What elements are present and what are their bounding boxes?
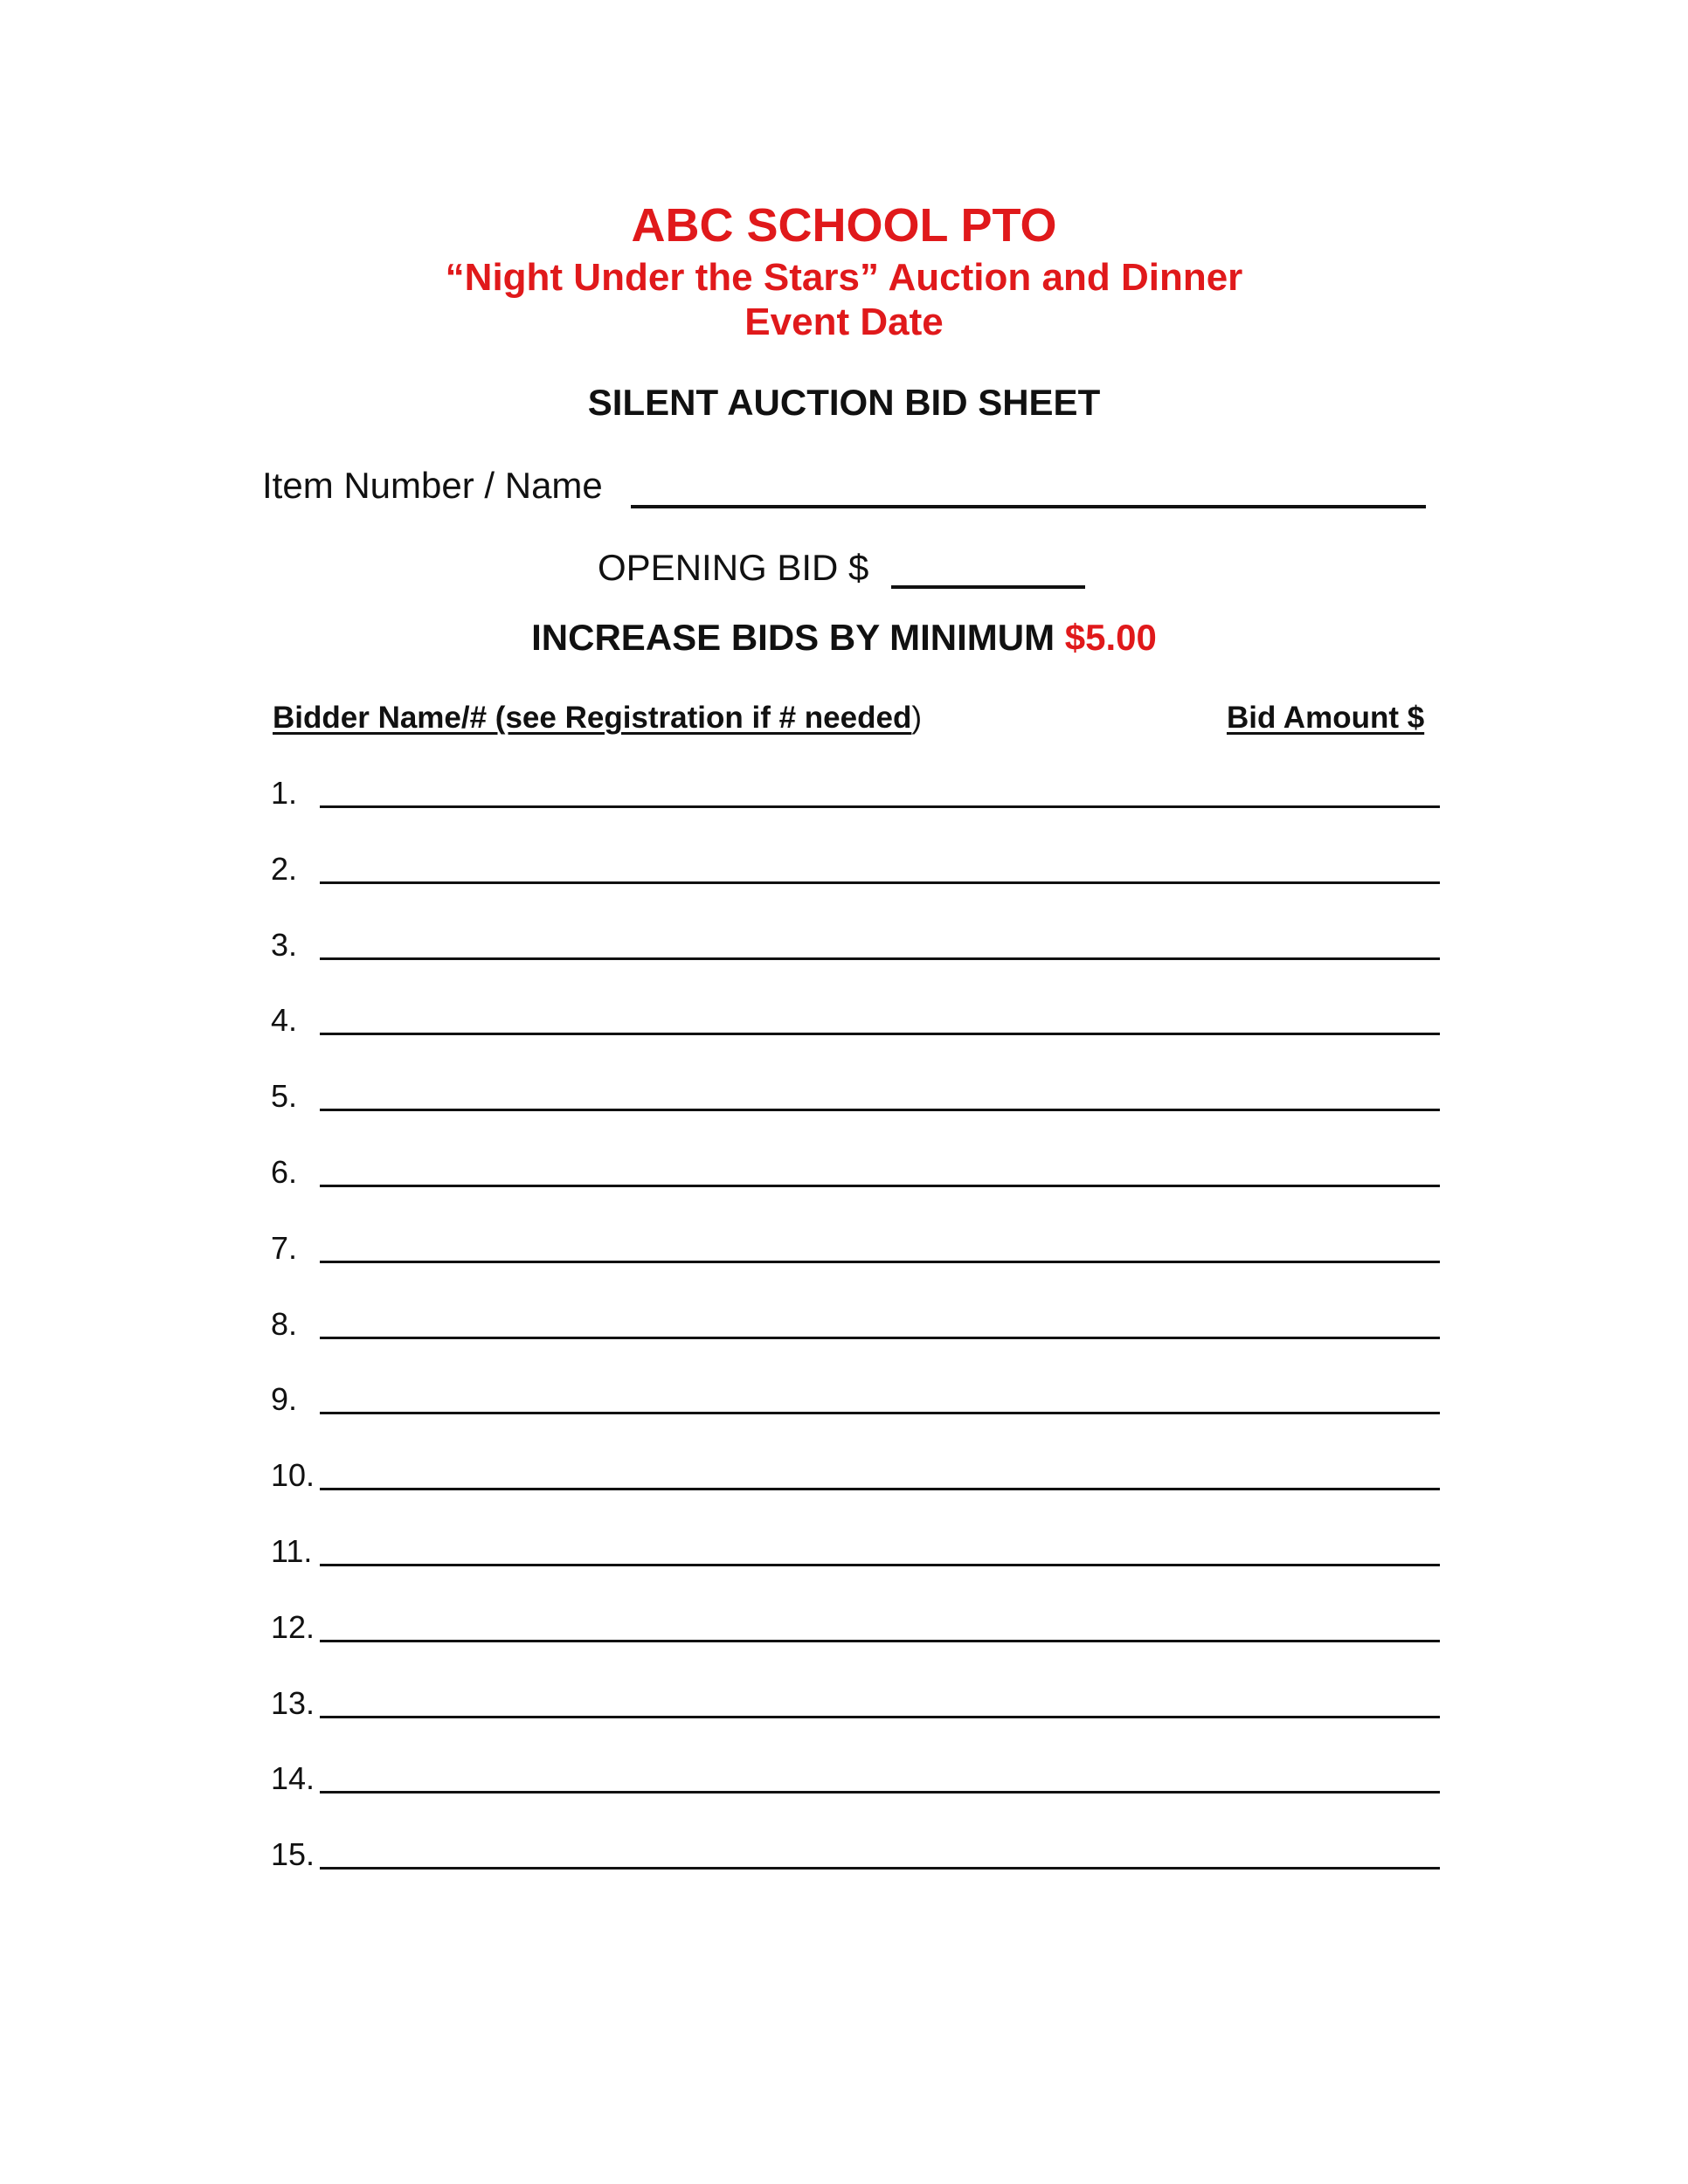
opening-bid-field xyxy=(598,543,1087,592)
bid-row-number: 3. xyxy=(271,926,298,963)
bid-row xyxy=(271,1754,1440,1830)
bid-entry-line[interactable] xyxy=(320,1185,1440,1187)
bid-entry-line[interactable] xyxy=(320,1337,1440,1339)
item-number-name-field xyxy=(262,461,1426,510)
bid-sheet-title: SILENT AUCTION BID SHEET xyxy=(587,382,1101,423)
bid-row-number: 15. xyxy=(271,1836,315,1873)
bid-entry-line[interactable] xyxy=(320,1716,1440,1718)
bid-row-number: 8. xyxy=(271,1305,298,1342)
bid-row-number: 4. xyxy=(271,1002,298,1039)
organization-title: ABC SCHOOL PTO xyxy=(631,199,1057,252)
bid-row-number: 6. xyxy=(271,1153,298,1190)
bid-row xyxy=(271,1300,1440,1376)
minimum-increase-amount: $5.00 xyxy=(1064,617,1157,658)
bid-row-number: 5. xyxy=(271,1078,298,1115)
bid-entry-line[interactable] xyxy=(320,1791,1440,1794)
bid-row xyxy=(271,845,1440,921)
bid-entry-line[interactable] xyxy=(320,805,1440,808)
bid-row xyxy=(271,1679,1440,1755)
bid-row xyxy=(271,1148,1440,1224)
opening-bid-blank[interactable] xyxy=(891,585,1085,589)
bid-entry-line[interactable] xyxy=(320,1564,1440,1566)
bid-row-number: 14. xyxy=(271,1760,315,1797)
opening-bid-label: OPENING BID $ xyxy=(598,547,869,588)
bid-entry-line[interactable] xyxy=(320,881,1440,884)
bid-amount-column-header: Bid Amount $ xyxy=(1227,701,1425,735)
event-subtitle: “Night Under the Stars” Auction and Dinner xyxy=(445,256,1243,299)
bid-row xyxy=(271,1451,1440,1527)
bid-row xyxy=(271,1072,1440,1148)
item-number-name-blank[interactable] xyxy=(631,505,1426,508)
minimum-increase-label: INCREASE BIDS BY MINIMUM xyxy=(531,617,1055,658)
bid-row xyxy=(271,921,1440,997)
bid-rows-list xyxy=(271,769,1440,1906)
bid-row-number: 7. xyxy=(271,1229,298,1266)
bidder-name-header-text: Bidder Name/# (see Registration if # needed xyxy=(273,701,912,735)
bid-row xyxy=(271,1375,1440,1451)
bid-entry-line[interactable] xyxy=(320,1412,1440,1414)
bid-row-number: 12. xyxy=(271,1608,315,1645)
bid-row-number: 10. xyxy=(271,1457,315,1494)
bidder-name-header-paren: ) xyxy=(911,701,922,735)
bid-entry-line[interactable] xyxy=(320,1033,1440,1035)
bid-row xyxy=(271,769,1440,845)
bid-row xyxy=(271,1224,1440,1300)
bid-entry-line[interactable] xyxy=(320,1109,1440,1111)
bid-row xyxy=(271,996,1440,1072)
bid-row-number: 1. xyxy=(271,775,298,811)
bidder-name-column-header xyxy=(273,699,922,737)
event-date: Event Date xyxy=(744,301,944,343)
bid-entry-line[interactable] xyxy=(320,957,1440,960)
bid-row-number: 9. xyxy=(271,1381,298,1418)
bid-entry-line[interactable] xyxy=(320,1640,1440,1642)
bid-row-number: 2. xyxy=(271,850,298,887)
bid-entry-line[interactable] xyxy=(320,1261,1440,1263)
bid-row xyxy=(271,1603,1440,1679)
bid-row xyxy=(271,1527,1440,1603)
item-number-name-label: Item Number / Name xyxy=(262,465,603,506)
bid-row-number: 13. xyxy=(271,1684,315,1721)
bid-entry-line[interactable] xyxy=(320,1867,1440,1870)
minimum-increase-notice xyxy=(0,616,1688,660)
bid-row-number: 11. xyxy=(271,1532,313,1569)
bid-entry-line[interactable] xyxy=(320,1488,1440,1490)
bid-row xyxy=(271,1830,1440,1906)
